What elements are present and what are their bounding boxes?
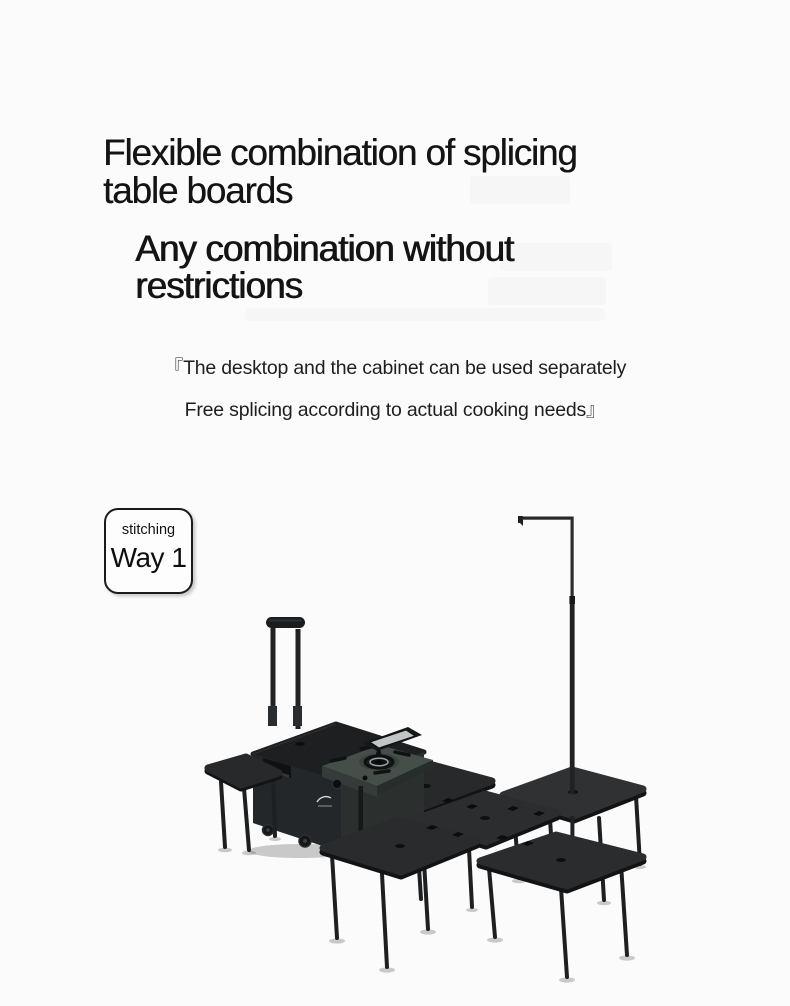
badge-main-label: Way 1 bbox=[110, 542, 187, 573]
background-ghost bbox=[245, 308, 605, 321]
section-title-line: Flexible combination of splicing bbox=[103, 132, 577, 173]
section-subtitle-line: Any combination without bbox=[135, 228, 514, 269]
product-illustration bbox=[185, 500, 665, 1000]
section-title-line: table boards bbox=[103, 170, 293, 211]
badge-top-label: stitching bbox=[121, 522, 176, 538]
quote-line-1: 『The desktop and the cabinet can be used separately bbox=[163, 357, 627, 379]
igniter-button bbox=[363, 776, 368, 781]
trolley-handle bbox=[266, 617, 305, 729]
stitching-way-badge bbox=[104, 508, 193, 594]
section-subtitle bbox=[135, 230, 513, 304]
splicing-table-d bbox=[323, 820, 477, 967]
section-title bbox=[103, 134, 577, 210]
quote-line-2: Free splicing according to actual cooking needs』 bbox=[184, 399, 606, 421]
stove-knob bbox=[333, 780, 342, 789]
section-subtitle-line: restrictions bbox=[135, 265, 302, 306]
background-ghost bbox=[500, 243, 612, 271]
splicing-table-e bbox=[480, 835, 643, 977]
